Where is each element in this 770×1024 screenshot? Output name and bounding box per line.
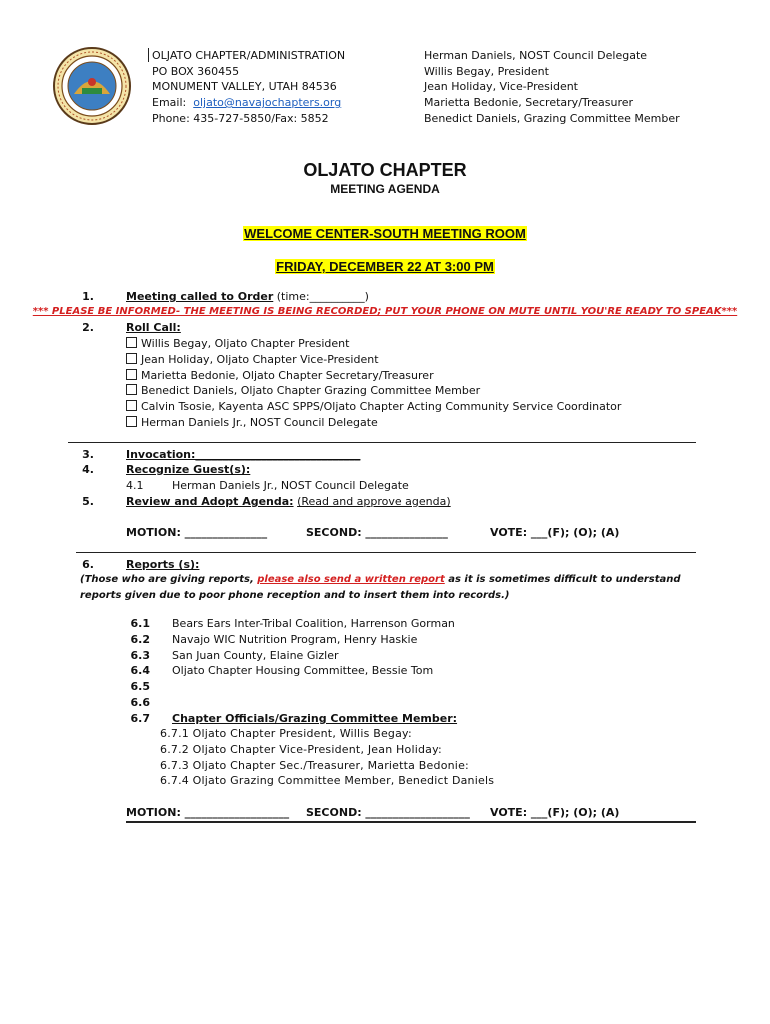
meeting-location xyxy=(0,226,770,241)
motion-field: MOTION: _______________ xyxy=(126,526,268,539)
report-entry xyxy=(172,695,457,711)
report-entry: San Juan County, Elaine Gizler xyxy=(172,648,339,662)
roll-call-name: Jean Holiday, Oljato Chapter Vice-President xyxy=(141,352,379,366)
official-line: Willis Begay, President xyxy=(424,64,549,78)
note-highlight: please also send a written report xyxy=(257,574,445,585)
location-highlight: WELCOME CENTER-SOUTH MEETING ROOM xyxy=(244,226,526,241)
item-label: Meeting called to Order xyxy=(126,290,274,303)
roll-call-entry xyxy=(126,415,621,431)
email-line xyxy=(148,95,345,111)
item-number: 6. xyxy=(82,558,94,571)
phone-line: Phone: 435-727-5850/Fax: 5852 xyxy=(152,111,329,125)
time-field: (time:__________) xyxy=(276,290,369,303)
agenda-item-reports: Reports (s): xyxy=(126,558,200,571)
official-line: Benedict Daniels, Grazing Committee Member xyxy=(424,111,680,125)
vote-field: VOTE: ___(F); (O); (A) xyxy=(490,526,620,539)
note-text: as it is sometimes difficult to understand reports given due to poor phone reception and to insert them into records.) xyxy=(80,574,681,601)
report-entry: Bears Ears Inter-Tribal Coalition, Harrenson Gorman xyxy=(172,617,455,630)
checkbox[interactable] xyxy=(126,400,137,411)
report-entry: Navajo WIC Nutrition Program, Henry Haskie xyxy=(172,632,418,646)
report-number: 6.4 xyxy=(130,664,150,678)
report-number: 6.3 xyxy=(130,648,150,662)
item-number: 1. xyxy=(82,290,94,303)
report-number: 6.6 xyxy=(130,695,150,709)
section-divider xyxy=(76,552,696,553)
official-line: Jean Holiday, Vice-President xyxy=(424,80,578,94)
agenda-item-guests: Recognize Guest(s): xyxy=(126,463,251,476)
checkbox[interactable] xyxy=(126,353,137,364)
report-number: 6.5 xyxy=(130,680,150,694)
official-line: Herman Daniels, NOST Council Delegate xyxy=(424,49,648,62)
section-divider xyxy=(126,821,696,823)
officials-block xyxy=(424,48,680,127)
checkbox[interactable] xyxy=(126,384,137,395)
item-number: 2. xyxy=(82,321,94,334)
roll-call-name: Calvin Tsosie, Kayenta ASC SPPS/Oljato Chapter Acting Community Service Coordinator xyxy=(141,400,622,414)
reports-instruction xyxy=(80,572,700,604)
motion-field: MOTION: ___________________ xyxy=(126,806,290,819)
report-entry: Oljato Chapter Housing Committee, Bessie Tom xyxy=(172,664,434,678)
sub-report-entry: 6.7.1 Oljato Chapter President, Willis Begay: xyxy=(160,727,412,740)
item-label: Review and Adopt Agenda: xyxy=(126,495,294,508)
roll-call-name: Willis Begay, Oljato Chapter President xyxy=(141,337,350,350)
agenda-item-adopt-agenda xyxy=(126,495,451,508)
item-number: 3. xyxy=(82,448,94,461)
report-number: 6.2 xyxy=(130,632,150,646)
roll-call-entry xyxy=(126,336,621,352)
roll-call-entry xyxy=(126,352,621,368)
vote-field: VOTE: ___(F); (O); (A) xyxy=(490,806,620,819)
document-subtitle: MEETING AGENDA xyxy=(330,182,440,196)
report-list xyxy=(172,616,457,727)
document-title: OLJATO CHAPTER xyxy=(303,160,467,180)
roll-call-name: Herman Daniels Jr., NOST Council Delegate xyxy=(141,415,378,429)
report-number: 6.7 xyxy=(130,711,150,725)
second-field: SECOND: _______________ xyxy=(306,526,448,539)
chapter-address-block xyxy=(148,48,345,127)
checkbox[interactable] xyxy=(126,337,137,348)
navajo-nation-seal xyxy=(52,46,132,126)
second-field: SECOND: ___________________ xyxy=(306,806,470,819)
roll-call-entry xyxy=(126,399,621,415)
sub-report-entry: 6.7.3 Oljato Chapter Sec./Treasurer, Marietta Bedonie: xyxy=(160,758,469,772)
email-label: Email: xyxy=(152,96,187,110)
email-link[interactable]: oljato@navajochapters.org xyxy=(193,96,342,110)
recording-warning: *** PLEASE BE INFORMED- THE MEETING IS BEING RECORDED; PUT YOUR PHONE ON MUTE UNTIL YOU'RE READY TO SPEAK*** xyxy=(32,306,738,317)
report-entry xyxy=(172,679,457,695)
checkbox[interactable] xyxy=(126,369,137,380)
item-number: 4. xyxy=(82,463,94,476)
officials-sub-reports xyxy=(160,726,494,789)
address-line: OLJATO CHAPTER/ADMINISTRATION xyxy=(152,49,346,62)
checkbox[interactable] xyxy=(126,416,137,427)
meeting-datetime xyxy=(0,259,770,274)
roll-call-entry xyxy=(126,383,621,399)
sub-report-entry: 6.7.2 Oljato Chapter Vice-President, Jean Holiday: xyxy=(160,742,442,756)
sub-report-entry: 6.7.4 Oljato Grazing Committee Member, Benedict Daniels xyxy=(160,774,495,788)
agenda-item-invocation: Invocation:______________________________ xyxy=(126,448,361,461)
report-entry: Chapter Officials/Grazing Committee Member: xyxy=(172,711,458,725)
report-numbers xyxy=(130,616,150,727)
note-text: (Those who are giving reports, xyxy=(80,574,258,585)
section-divider xyxy=(68,442,696,443)
item-note: (Read and approve agenda) xyxy=(297,495,451,508)
sub-item-number: 4.1 xyxy=(126,479,144,492)
official-line: Marietta Bedonie, Secretary/Treasurer xyxy=(424,96,634,110)
roll-call-name: Benedict Daniels, Oljato Chapter Grazing Committee Member xyxy=(141,384,481,398)
agenda-item-call-to-order xyxy=(126,290,369,303)
item-number: 5. xyxy=(82,495,94,508)
address-line: MONUMENT VALLEY, UTAH 84536 xyxy=(152,80,337,94)
roll-call-name: Marietta Bedonie, Oljato Chapter Secretary/Treasurer xyxy=(141,368,434,382)
agenda-item-roll-call: Roll Call: xyxy=(126,321,181,334)
datetime-highlight: FRIDAY, DECEMBER 22 AT 3:00 PM xyxy=(276,259,494,274)
text-cursor xyxy=(148,48,149,62)
roll-call-list xyxy=(126,336,621,431)
guest-entry: Herman Daniels Jr., NOST Council Delegate xyxy=(172,479,409,492)
address-line: PO BOX 360455 xyxy=(152,64,240,78)
roll-call-entry xyxy=(126,368,621,384)
report-number: 6.1 xyxy=(130,617,150,630)
